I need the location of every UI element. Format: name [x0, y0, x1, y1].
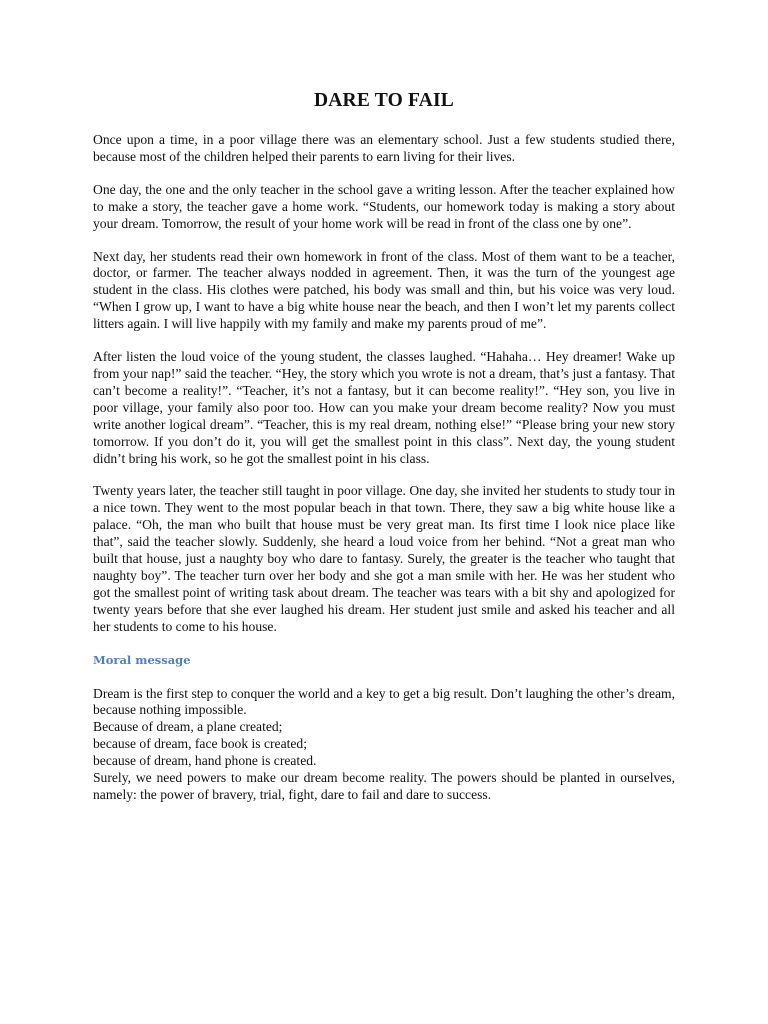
story-paragraph-2: One day, the one and the only teacher in the school gave a writing lesson. After the teacher explained how to make a story, the teacher gave a home work. “Students, our homework today is making a story about your dream. Tomorrow, the result of your home work will be read in front of the class one by one”. [93, 181, 675, 231]
story-paragraph-3: Next day, her students read their own homework in front of the class. Most of them want to be a teacher, doctor, or farmer. The teacher always nodded in agreement. Then, it was the turn of the youngest age student in the class. His clothes were patched, his body was small and thin, but his voice was very loud. “When I grow up, I want to have a big white house near the beach, and then I won’t let my parents collect litters again. I will live happily with my family and make my parents proud of me”. [93, 248, 675, 332]
moral-lines [93, 719, 675, 770]
moral-intro: Dream is the first step to conquer the world and a key to get a big result. Don’t laughing the other’s dream, because nothing impossible. [93, 685, 675, 718]
moral-line: because of dream, face book is created; [93, 736, 307, 752]
story-paragraph-5: Twenty years later, the teacher still taught in poor village. One day, she invited her students to study tour in a nice town. They went to the most popular beach in that town. There, they saw a big white house like a palace. “Oh, the man who built that house must be very great man. Its first time I look nice place like that”, said the teacher slowly. Suddenly, she heard a loud voice from her behind. “Not a great man who built that house, just a naughty boy who dare to fantasy. Surely, the greater is the teacher who taught that naughty boy”. The teacher turn over her body and she got a man smile with her. He was her student who got the smallest point of writing task about dream. The teacher was tears with a bit shy and apologized for twenty years before that she ever laughed his dream. Her student just smile and asked his teacher and all her students to come to his house. [93, 483, 676, 634]
document-title: DARE TO FAIL [313, 90, 454, 111]
moral-line: Because of dream, a plane created; [93, 719, 283, 735]
story-paragraph-4: After listen the loud voice of the young student, the classes laughed. “Hahaha… Hey dreamer! Wake up from your nap!” said the teacher. “Hey, the story which you wrote is not a dream, that’s just a fantasy. That can’t become a reality!”. “Teacher, it’s not a fantasy, but it can become reality!”. “Hey son, you live in poor village, your family also poor too. How can you make your dream become reality? Now you must write another logical dream”. “Teacher, this is my real dream, nothing else!” “Please bring your new story tomorrow. If you don’t do it, you will get the smallest point in this class”. Next day, the young student didn’t bring his work, so he got the smallest point in his class. [93, 349, 675, 466]
document-page [93, 89, 675, 804]
moral-conclusion: Surely, we need powers to make our dream become reality. The powers should be planted in ourselves, namely: the power of bravery, trial, fight, dare to fail and dare to success. [93, 770, 675, 802]
moral-section [93, 686, 675, 804]
story-paragraph-1: Once upon a time, in a poor village there was an elementary school. Just a few students studied there, because most of the children helped their parents to earn living for their lives. [93, 132, 675, 164]
moral-line: because of dream, hand phone is created. [93, 753, 317, 769]
moral-heading: Moral message [93, 652, 191, 667]
